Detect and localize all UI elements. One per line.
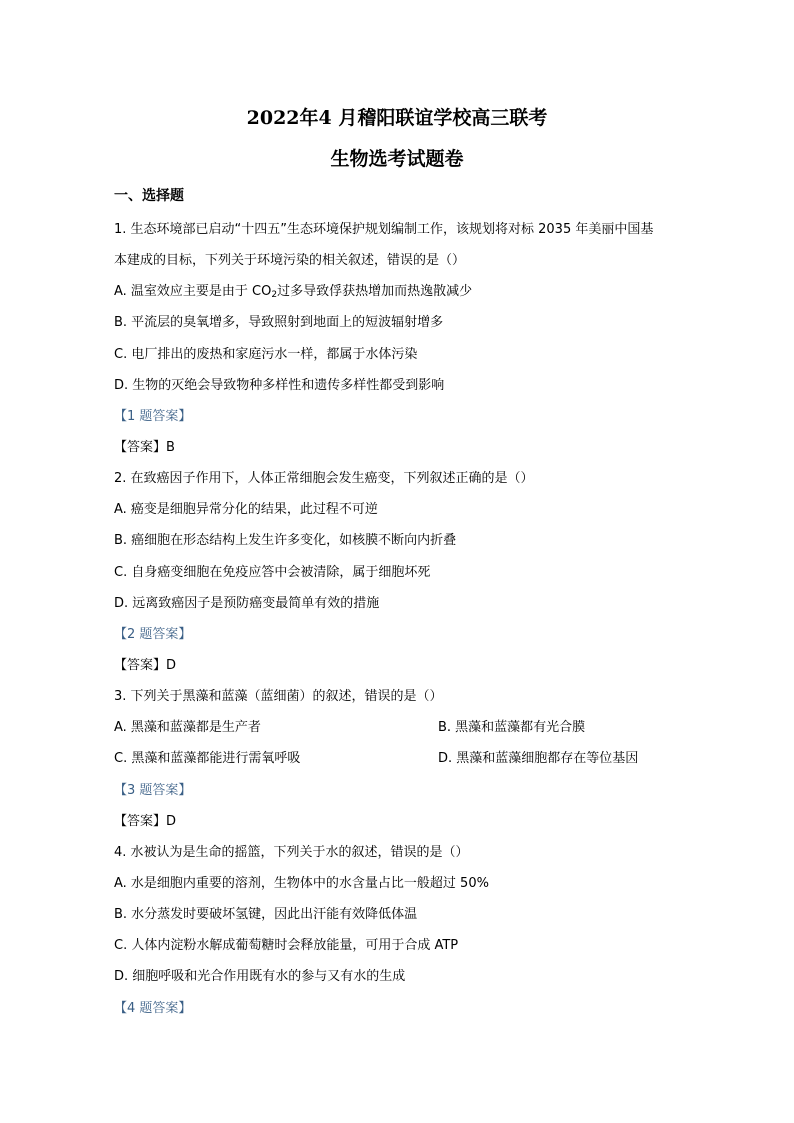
question-1-option-c: C. 电厂排出的废热和家庭污水一样，都属于水体污染 <box>114 346 418 362</box>
question-1-option-a <box>114 276 694 307</box>
question-2-answer-label: 【2 题答案】 <box>114 626 192 642</box>
question-4-option-c: C. 人体内淀粉水解成葡萄糖时会释放能量，可用于合成 ATP <box>114 938 459 954</box>
question-2-option-d: D. 远离致癌因子是预防癌变最简单有效的措施 <box>114 595 380 611</box>
question-1-answer: 【答案】B <box>114 439 175 455</box>
question-1-stem-line2: 本建成的目标，下列关于环境污染的相关叙述，错误的是（） <box>114 253 466 269</box>
question-3-option-a: A. 黑藻和蓝藻都是生产者 <box>114 720 261 736</box>
question-3-answer: 【答案】D <box>114 813 177 829</box>
question-3-options-row1 <box>114 712 694 743</box>
question-1-option-d: D. 生物的灭绝会导致物种多样性和遗传多样性都受到影响 <box>114 377 445 393</box>
question-4-option-a: A. 水是细胞内重要的溶剂，生物体中的水含量占比一般超过 50% <box>114 875 489 891</box>
question-2-stem: 2. 在致癌因子作用下，人体正常细胞会发生癌变，下列叙述正确的是（） <box>114 471 534 487</box>
question-2-option-c: C. 自身癌变细胞在免疫应答中会被清除，属于细胞坏死 <box>114 564 431 580</box>
co2-subscript: 2 <box>271 290 278 301</box>
exam-subtitle: 生物选考试题卷 <box>330 148 464 170</box>
section-heading: 一、选择题 <box>114 188 184 204</box>
question-4-option-d: D. 细胞呼吸和光合作用既有水的参与又有水的生成 <box>114 969 406 985</box>
question-1-answer-label: 【1 题答案】 <box>114 408 192 424</box>
question-3-option-b: B. 黑藻和蓝藻都有光合膜 <box>438 720 586 736</box>
question-4-option-b: B. 水分蒸发时要破坏氢键，因此出汗能有效降低体温 <box>114 907 418 923</box>
question-4-stem: 4. 水被认为是生命的摇篮，下列关于水的叙述，错误的是（） <box>114 844 469 860</box>
question-3-answer-label: 【3 题答案】 <box>114 782 192 798</box>
exam-title: 2022年4 月稽阳联谊学校高三联考 <box>246 107 548 129</box>
option-a-text-rest: 过多导致俘获热增加而热逸散减少 <box>277 284 473 300</box>
question-2-option-a: A. 癌变是细胞异常分化的结果，此过程不可逆 <box>114 502 378 518</box>
question-list <box>114 214 694 1024</box>
option-a-text: A. 温室效应主要是由于 CO <box>114 284 272 300</box>
question-3-option-d: D. 黑藻和蓝藻细胞都存在等位基因 <box>438 751 639 767</box>
question-4-answer-label: 【4 题答案】 <box>114 1000 192 1016</box>
question-1-option-b: B. 平流层的臭氧增多，导致照射到地面上的短波辐射增多 <box>114 315 444 331</box>
question-3-option-c: C. 黑藻和蓝藻都能进行需氧呼吸 <box>114 751 301 767</box>
question-3-options-row2 <box>114 743 694 774</box>
question-3-stem: 3. 下列关于黑藻和蓝藻（蓝细菌）的叙述，错误的是（） <box>114 689 443 705</box>
question-1-stem-line1: 1. 生态环境部已启动“十四五”生态环境保护规划编制工作，该规划将对标 2035 年美丽中国基 <box>114 222 654 237</box>
question-2-option-b: B. 癌细胞在形态结构上发生许多变化，如核膜不断向内折叠 <box>114 533 457 549</box>
question-2-answer: 【答案】D <box>114 657 177 673</box>
